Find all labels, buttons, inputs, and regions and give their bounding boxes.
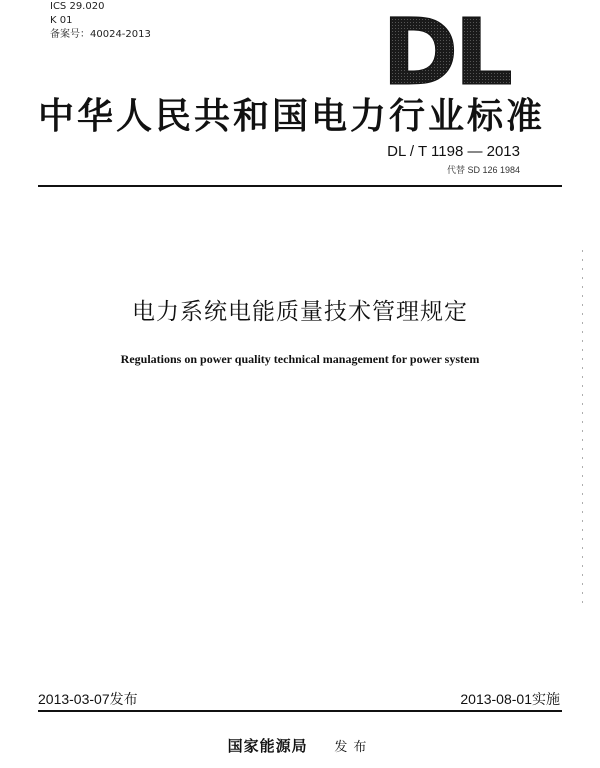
- record-number: 备案号：40024-2013: [50, 29, 151, 40]
- issuer-verb: 发布: [334, 740, 373, 755]
- header-meta: [50, 0, 151, 42]
- ics-code: ICS 29.020: [50, 1, 105, 12]
- effective-date: 2013-08-01实施: [460, 691, 560, 707]
- issuer-org: 国家能源局: [227, 737, 308, 755]
- category-code: K 01: [50, 15, 73, 26]
- standard-code: [387, 143, 520, 176]
- issuer-line: [0, 735, 600, 756]
- dl-logo: [380, 10, 552, 88]
- scan-edge-dots: [582, 250, 583, 610]
- replaces-standard: 代替 SD 126 1984: [446, 165, 520, 175]
- issue-date: 2013-03-07发布: [38, 691, 138, 707]
- standard-number: DL / T 1198 — 2013: [387, 143, 520, 160]
- document-title-en: Regulations on power quality technical management for power system: [120, 352, 480, 366]
- logo-text: DL: [382, 10, 509, 88]
- bottom-rule: [38, 710, 562, 712]
- document-title-cn: 电力系统电能质量技术管理规定: [132, 299, 468, 325]
- standard-body-title: 中华人民共和国电力行业标准: [38, 95, 546, 137]
- top-rule: [38, 185, 562, 187]
